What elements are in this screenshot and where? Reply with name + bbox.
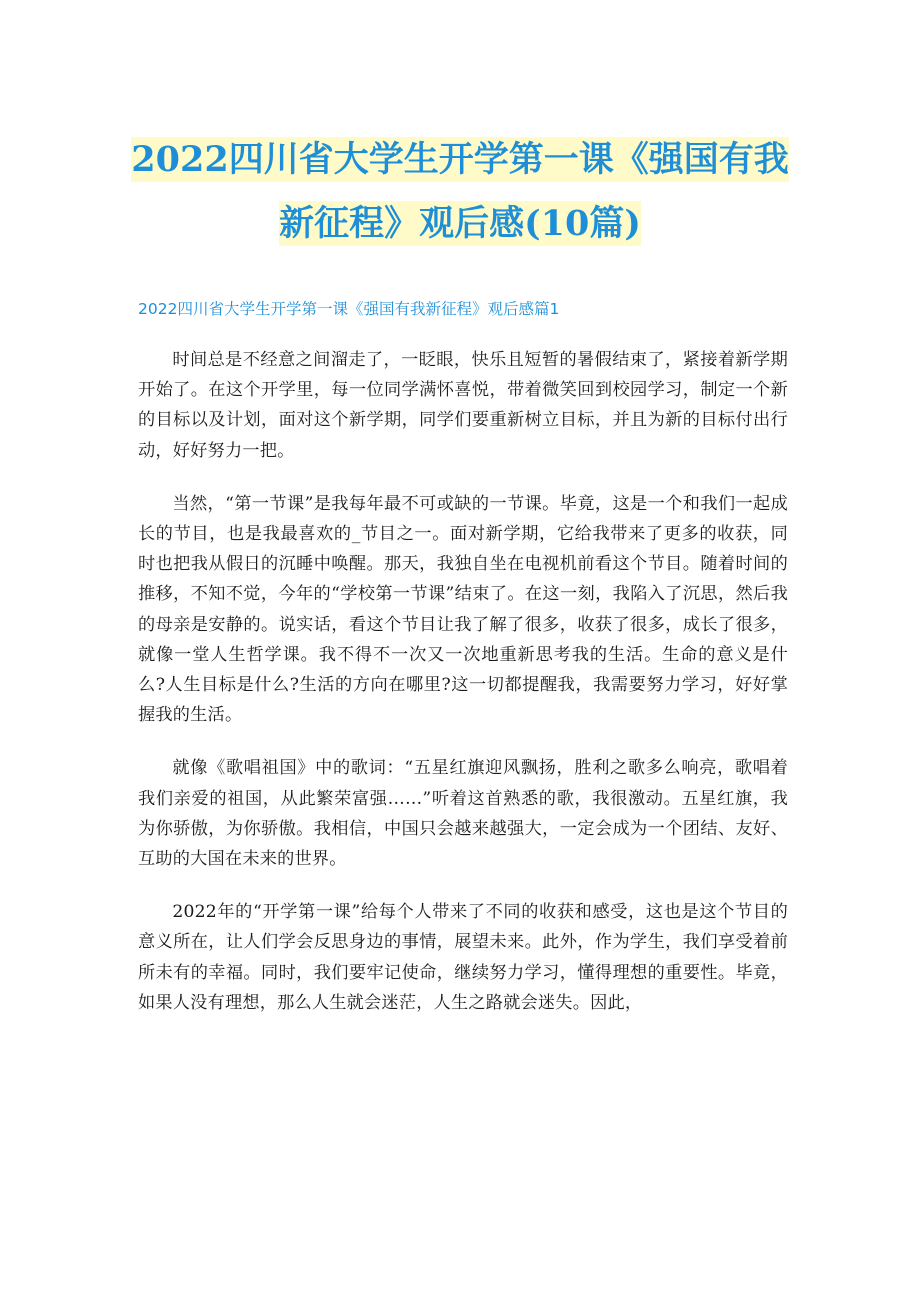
section-heading: 2022四川省大学生开学第一课《强国有我新征程》观后感篇1 [138,300,560,318]
paragraph-3: 就像《歌唱祖国》中的歌词：“五星红旗迎风飘扬，胜利之歌多么响亮，歌唱着我们亲爱的祖国，从此繁荣富强……”听着这首熟悉的歌，我很激动。五星红旗，我为你骄傲，为你骄傲。我相信，中国只会越来越强大，一定会成为一个团结、友好、互助的大国在未来的世界。 [138,758,788,870]
paragraph-2: 当然，“第一节课”是我每年最不可或缺的一节课。毕竟，这是一个和我们一起成长的节目，也是我最喜欢的_节目之一。面对新学期，它给我带来了更多的收获，同时也把我从假日的沉睡中唤醒。那天，我独自坐在电视机前看这个节目。随着时间的推移，不知不觉，今年的“学校第一节课”结束了。在这一刻，我陷入了沉思，然后我的母亲是安静的。说实话，看这个节目让我了解了很多，收获了很多，成长了很多，就像一堂人生哲学课。我不得不一次又一次地重新思考我的生活。生命的意义是什么?人生目标是什么?生活的方向在哪里?这一切都提醒我，我需要努力学习，好好掌握我的生活。 [138,493,788,726]
paragraph-1: 时间总是不经意之间溜走了，一眨眼，快乐且短暂的暑假结束了，紧接着新学期开始了。在这个开学里，每一位同学满怀喜悦，带着微笑回到校园学习，制定一个新的目标以及计划，面对这个新学期，同学们要重新树立目标，并且为新的目标付出行动，好好努力一把。 [138,350,788,461]
document-title [130,128,790,256]
title-line-2: 新征程》观后感(10篇) [279,203,641,244]
paragraph-4: 2022年的“开学第一课”给每个人带来了不同的收获和感受，这也是这个节目的意义所在，让人们学会反思身边的事情，展望未来。此外，作为学生，我们享受着前所未有的幸福。同时，我们要牢记使命，继续努力学习，懂得理想的重要性。毕竟，如果人没有理想，那么人生就会迷茫，人生之路就会迷失。因此， [138,902,788,1013]
title-line-1: 2022四川省大学生开学第一课《强国有我 [131,139,789,180]
document-body [138,345,788,1041]
